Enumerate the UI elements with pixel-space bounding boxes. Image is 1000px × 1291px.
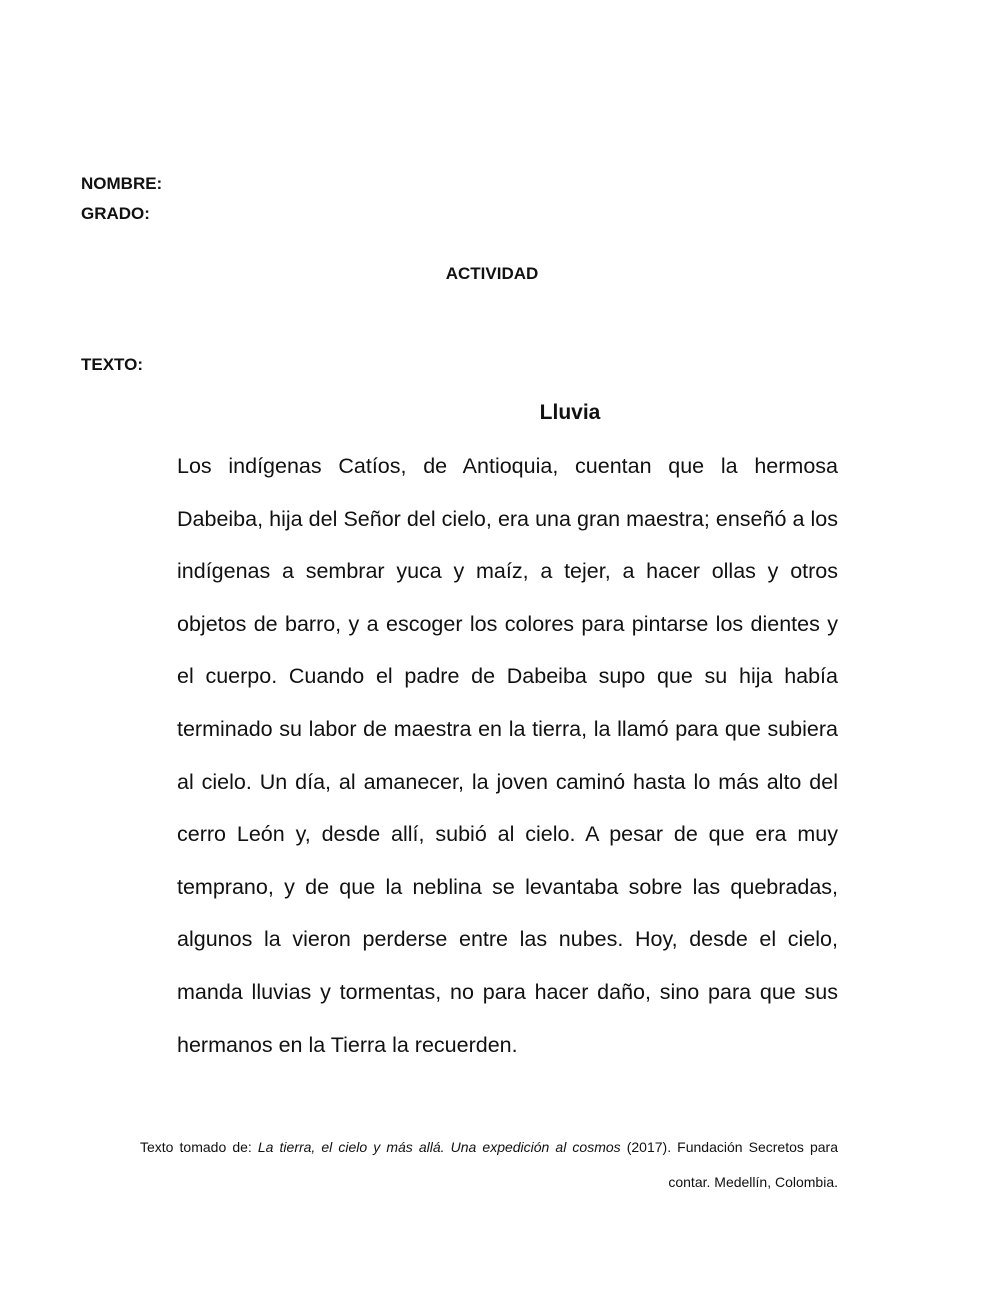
citation-book-title: La tierra, el cielo y más allá. Una expedición al cosmos — [257, 1139, 621, 1155]
story-title: Lluvia — [539, 401, 601, 424]
grado-label: GRADO: — [81, 204, 150, 223]
activity-title: ACTIVIDAD — [445, 264, 539, 283]
citation-prefix: Texto tomado de: — [140, 1139, 258, 1155]
nombre-label: NOMBRE: — [81, 174, 163, 193]
texto-label: TEXTO: — [81, 355, 144, 374]
citation-suffix: (2017). Fundación Secretos para contar. Medellín, Colombia. — [620, 1139, 838, 1190]
story-body: Los indígenas Catíos, de Antioquia, cuentan que la hermosa Dabeiba, hija del Señor del cielo, era una gran maestra; enseñó a los indígenas a sembrar yuca y maíz, a tejer, a hacer ollas y otros objetos de barro, y a escoger los colores para pintarse los dientes y el cuerpo. Cuando el padre de Dabeiba supo que su hija había terminado su labor de maestra en la tierra, la llamó para que subiera al cielo. Un día, al amanecer, la joven caminó hasta lo más alto del cerro León y, desde allí, subió al cielo. A pesar de que era muy temprano, y de que la neblina se levantaba sobre las quebradas, algunos la vieron perderse entre las nubes. Hoy, desde el cielo, manda lluvias y tormentas, no para hacer daño, sino para que sus hermanos en la Tierra la recuerden. — [177, 454, 838, 1057]
citation — [140, 1130, 838, 1200]
